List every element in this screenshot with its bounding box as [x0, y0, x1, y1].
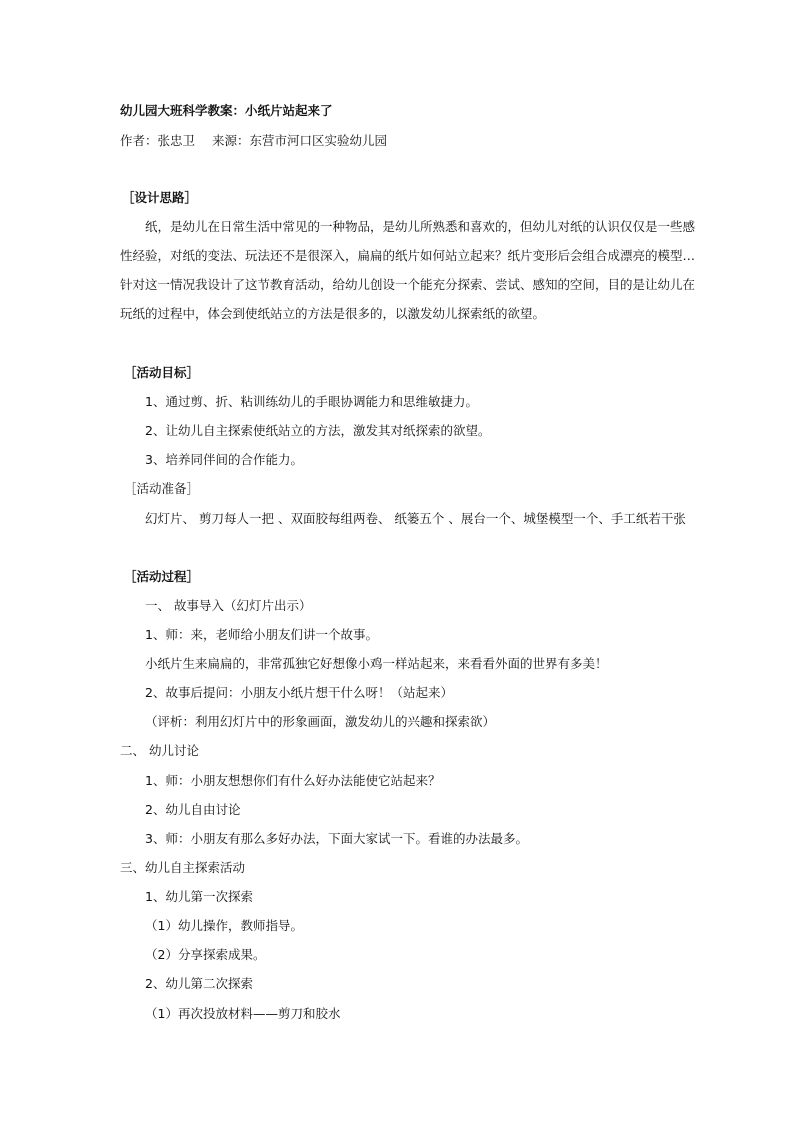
process-line: 2、故事后提问：小朋友小纸片想干什么呀！（站起来） [145, 685, 453, 700]
process-line: 一、 故事导入（幻灯片出示） [145, 598, 312, 613]
design-line-2: 性经验，对纸的变法、玩法还不是很深入，扁扁的纸片如何站立起来？纸片变形后会组合成漂亮的模型… [120, 248, 696, 263]
process-line: （1）再次投放材料——剪刀和胶水 [145, 1006, 341, 1021]
section-heading-process: ［活动过程］ [124, 569, 200, 584]
document-title: 幼儿园大班科学教案：小纸片站起来了 [120, 103, 333, 118]
process-line: 2、幼儿自由讨论 [145, 802, 241, 817]
process-line: 小纸片生来扁扁的，非常孤独它好想像小鸡一样站起来，来看看外面的世界有多美！ [145, 656, 608, 671]
goal-item-2: 2、让幼儿自主探索使纸站立的方法，激发其对纸探索的欲望。 [145, 423, 491, 438]
section-heading-goals: ［活动目标］ [124, 365, 200, 380]
process-line: 二、 幼儿讨论 [120, 743, 199, 758]
process-line: （评析：利用幻灯片中的形象画面，激发幼儿的兴趣和探索欲） [145, 714, 496, 729]
author: 作者：张忠卫 [120, 133, 196, 148]
process-line: （1）幼儿操作，教师指导。 [145, 918, 303, 933]
goal-item-1: 1、通过剪、折、粘训练幼儿的手眼协调能力和思维敏捷力。 [145, 394, 478, 409]
process-line: 1、幼儿第一次探索 [145, 889, 253, 904]
section-heading-design: ［设计思路］ [122, 190, 198, 205]
source: 来源：东营市河口区实验幼儿园 [212, 133, 388, 148]
process-line: 2、幼儿第二次探索 [145, 976, 253, 991]
design-line-3: 针对这一情况我设计了这节教育活动，给幼儿创设一个能充分探索、尝试、感知的空间，目的是让幼儿在 [120, 277, 696, 292]
process-line: 三、幼儿自主探索活动 [120, 860, 246, 875]
process-line: 1、师：小朋友想想你们有什么好办法能使它站起来？ [145, 773, 441, 788]
goal-item-3: 3、培养同伴间的合作能力。 [145, 452, 303, 467]
prep-materials: 幻灯片、 剪刀每人一把 、双面胶每组两卷、 纸篓五个 、展台一个、城堡模型一个、手工纸若干张 [145, 511, 686, 526]
design-line-1: 纸，是幼儿在日常生活中常见的一种物品，是幼儿所熟悉和喜欢的，但幼儿对纸的认识仅仅是一些感 [145, 219, 696, 234]
design-line-4: 玩纸的过程中，体会到使纸站立的方法是很多的，以激发幼儿探索纸的欲望。 [120, 306, 546, 321]
process-line: （2）分享探索成果。 [145, 947, 266, 962]
process-line: 1、师：来，老师给小朋友们讲一个故事。 [145, 627, 378, 642]
process-line: 3、师：小朋友有那么多好办法，下面大家试一下。看谁的办法最多。 [145, 831, 528, 846]
section-heading-prep: ［活动准备］ [124, 481, 200, 496]
